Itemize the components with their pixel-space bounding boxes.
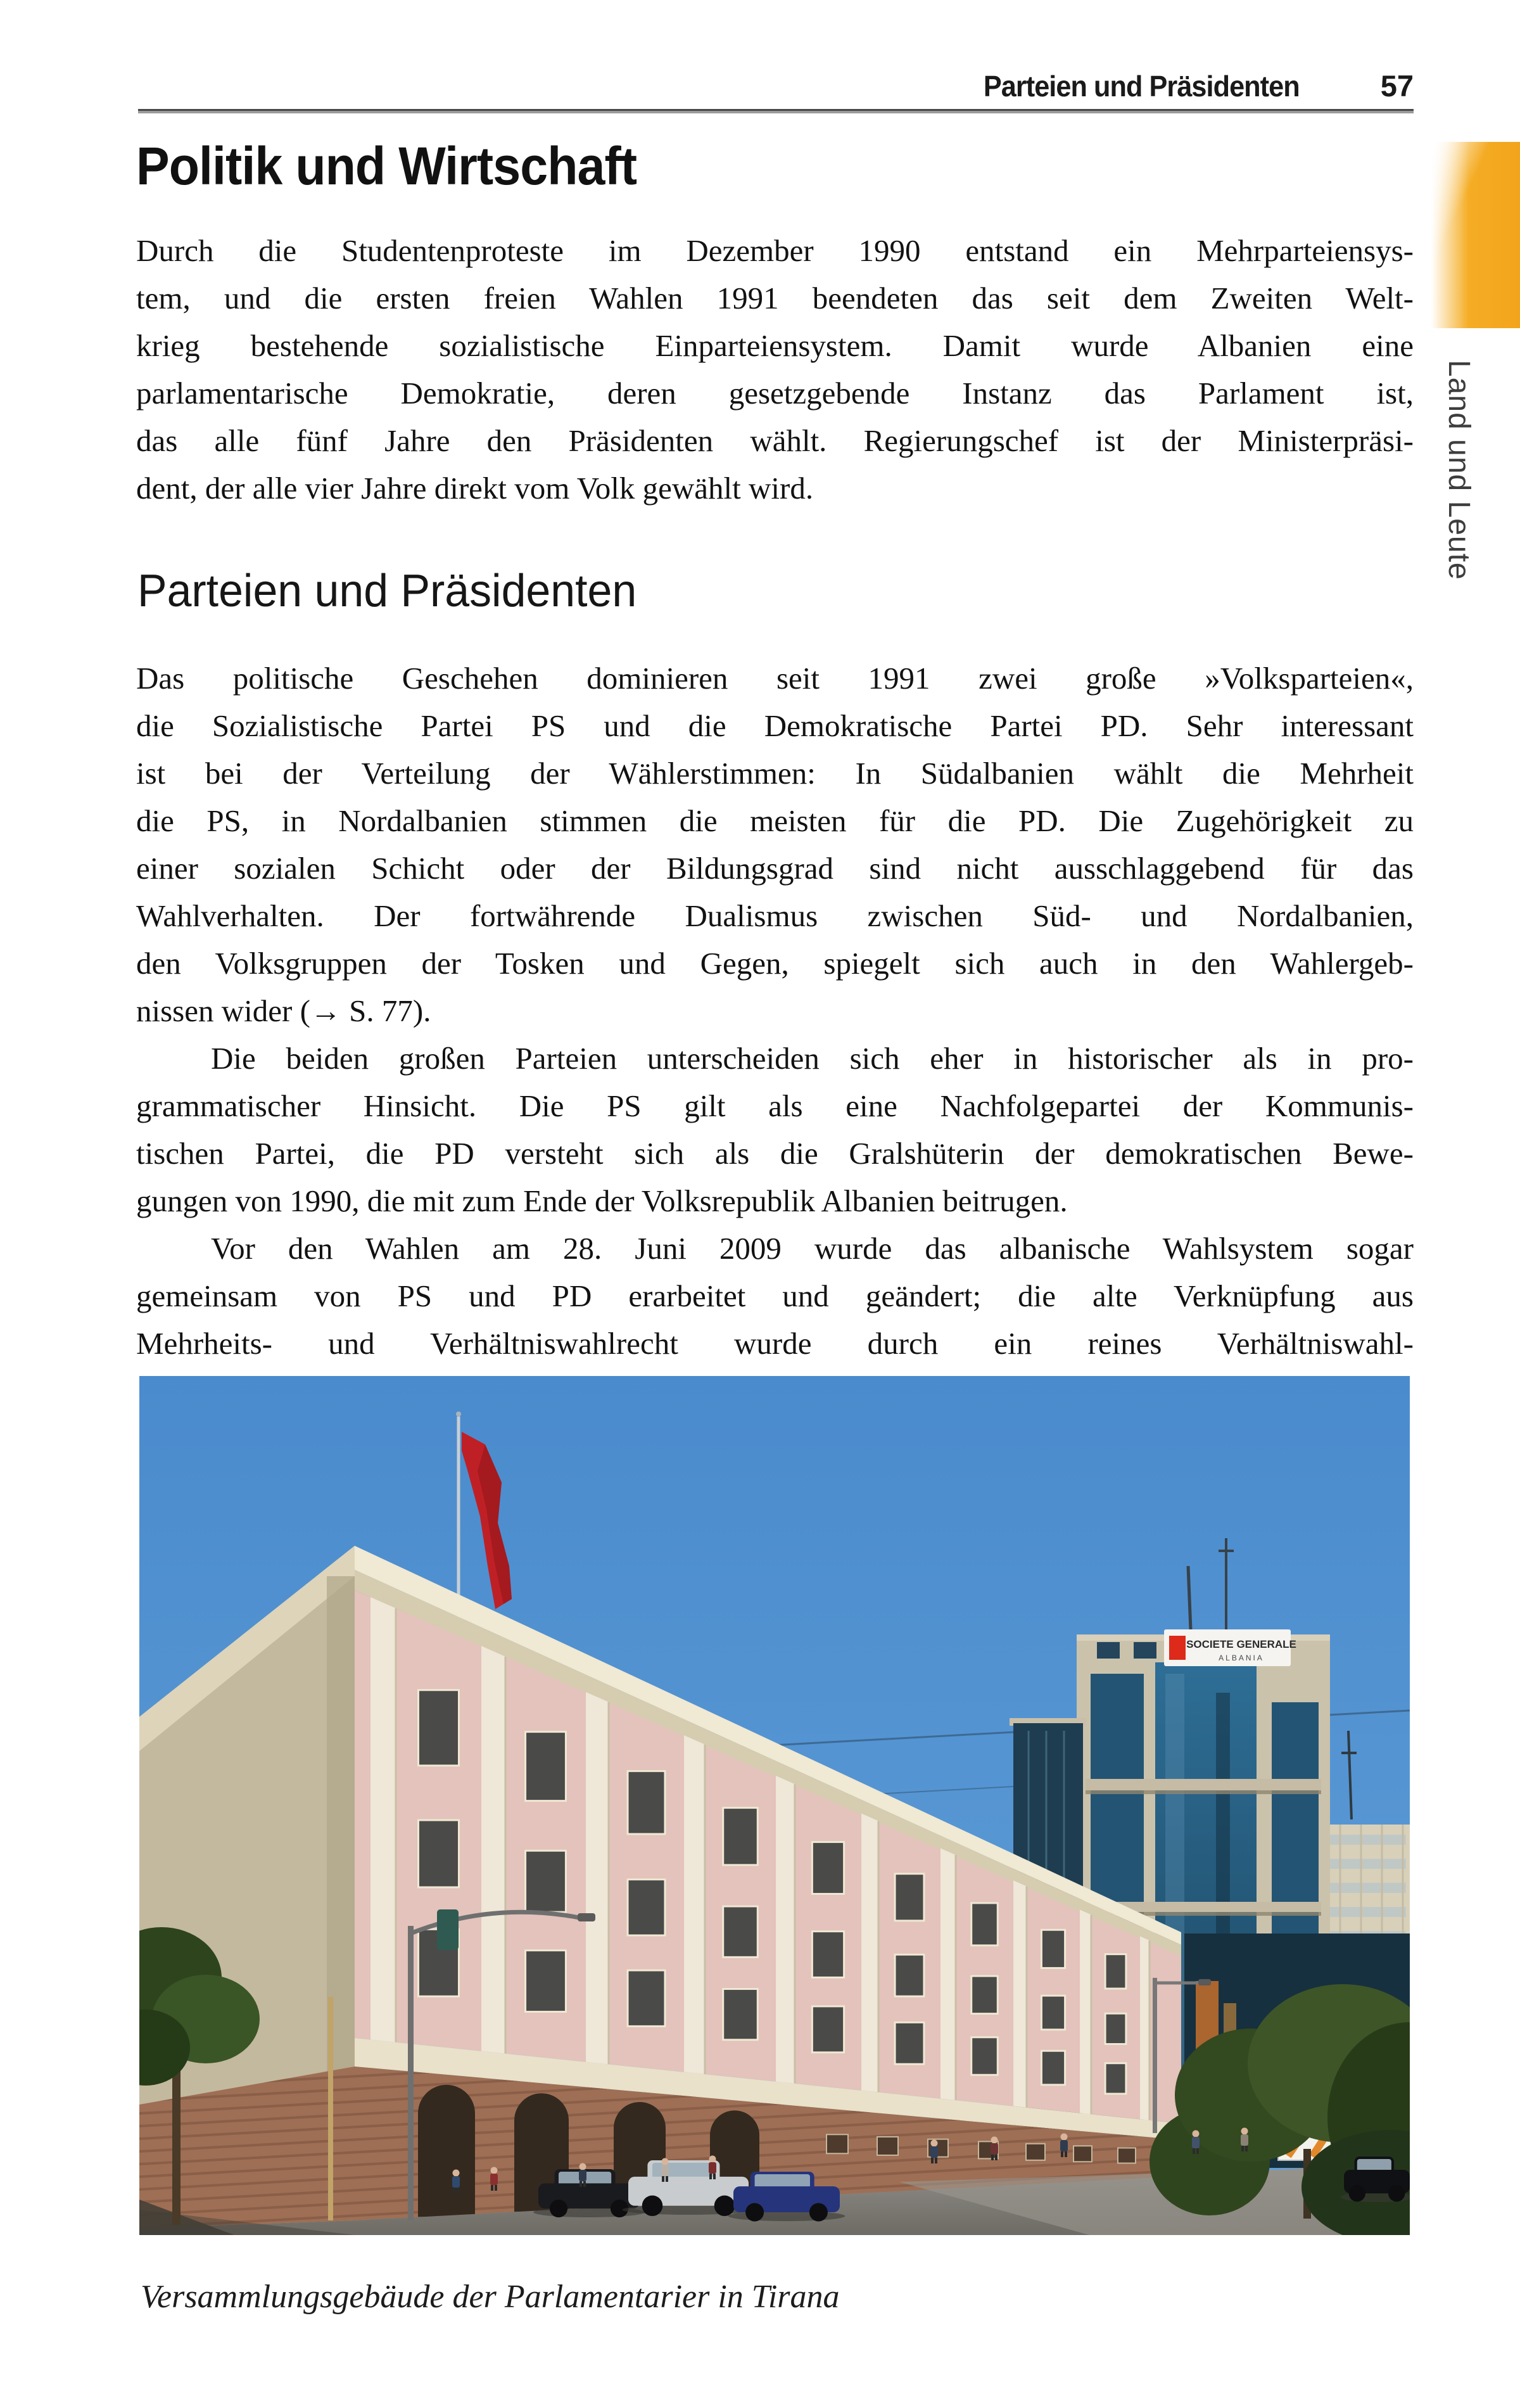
page-number: 57 xyxy=(1380,69,1414,103)
section-heading: Parteien und Präsidenten xyxy=(137,566,637,616)
text-line: dent, der alle vier Jahre direkt vom Volk gewählt wird. xyxy=(136,471,814,506)
text-line: grammatischer Hinsicht. Die PS gilt als eine Nachfolgepartei der Kommunis- xyxy=(136,1088,1414,1123)
paragraph-intro xyxy=(136,227,1414,512)
text-line: Das politische Geschehen dominieren seit 1991 zwei große »Volksparteien«, xyxy=(136,661,1414,696)
bank-sign xyxy=(1164,1629,1296,1666)
text-line: Durch die Studentenproteste im Dezember 1990 entstand ein Mehrparteiensys- xyxy=(136,233,1414,268)
running-head-text: Parteien und Präsidenten xyxy=(983,70,1300,103)
text-line: nissen wider (→ S. 77). xyxy=(136,993,431,1028)
text-line: Wahlverhalten. Der fortwährende Dualismus zwischen Süd- und Nordalbanien, xyxy=(136,898,1414,933)
paragraph-parties xyxy=(136,654,1414,1367)
building-photo xyxy=(139,1376,1410,2235)
text-line: tischen Partei, die PD versteht sich als die Gralshüterin der demokratischen Bewe- xyxy=(136,1136,1414,1171)
text-line: gungen von 1990, die mit zum Ende der Volksrepublik Albanien beitrugen. xyxy=(136,1183,1068,1218)
text-line: Die beiden großen Parteien unterscheiden sich eher in historischer als in pro- xyxy=(211,1041,1414,1076)
text-line: parlamentarische Demokratie, deren gesetzgebende Instanz das Parlament ist, xyxy=(136,376,1414,411)
chapter-tab xyxy=(1431,142,1520,328)
photo-canvas xyxy=(139,1376,1410,2235)
text-line: den Volksgruppen der Tosken und Gegen, spiegelt sich auch in den Wahlergeb- xyxy=(136,946,1414,981)
photo-caption: Versammlungsgebäude der Parlamentarier in Tirana xyxy=(141,2279,840,2315)
text-line: die PS, in Nordalbanien stimmen die meisten für die PD. Die Zugehörigkeit zu xyxy=(136,803,1414,838)
text-line: Mehrheits- und Verhältniswahlrecht wurde durch ein reines Verhältniswahl- xyxy=(136,1326,1414,1361)
bank-logo xyxy=(1169,1636,1186,1660)
text-line: einer sozialen Schicht oder der Bildungsgrad sind nicht ausschlaggebend für das xyxy=(136,851,1414,886)
text-line: gemeinsam von PS und PD erarbeitet und geändert; die alte Verknüpfung aus xyxy=(136,1278,1414,1313)
bank-sign-subtext: ALBANIA xyxy=(1219,1653,1264,1662)
running-head xyxy=(138,68,1414,103)
page-title: Politik und Wirtschaft xyxy=(136,136,637,196)
text-line: tem, und die ersten freien Wahlen 1991 beendeten das seit dem Zweiten Welt- xyxy=(136,281,1414,315)
header-rule xyxy=(138,109,1414,113)
chapter-tab-label: Land und Leute xyxy=(1442,360,1476,580)
bank-sign-text: SOCIETE GENERALE xyxy=(1186,1638,1296,1650)
text-line: die Sozialistische Partei PS und die Demokratische Partei PD. Sehr interessant xyxy=(136,708,1414,743)
text-line: das alle fünf Jahre den Präsidenten wählt. Regierungschef ist der Ministerpräsi- xyxy=(136,423,1414,458)
text-line: ist bei der Verteilung der Wählerstimmen: In Südalbanien wählt die Mehrheit xyxy=(136,756,1414,791)
pole xyxy=(328,1997,333,2220)
text-line: krieg bestehende sozialistische Einparteiensystem. Damit wurde Albanien eine xyxy=(136,328,1414,363)
text-line: Vor den Wahlen am 28. Juni 2009 wurde das albanische Wahlsystem sogar xyxy=(211,1231,1414,1266)
